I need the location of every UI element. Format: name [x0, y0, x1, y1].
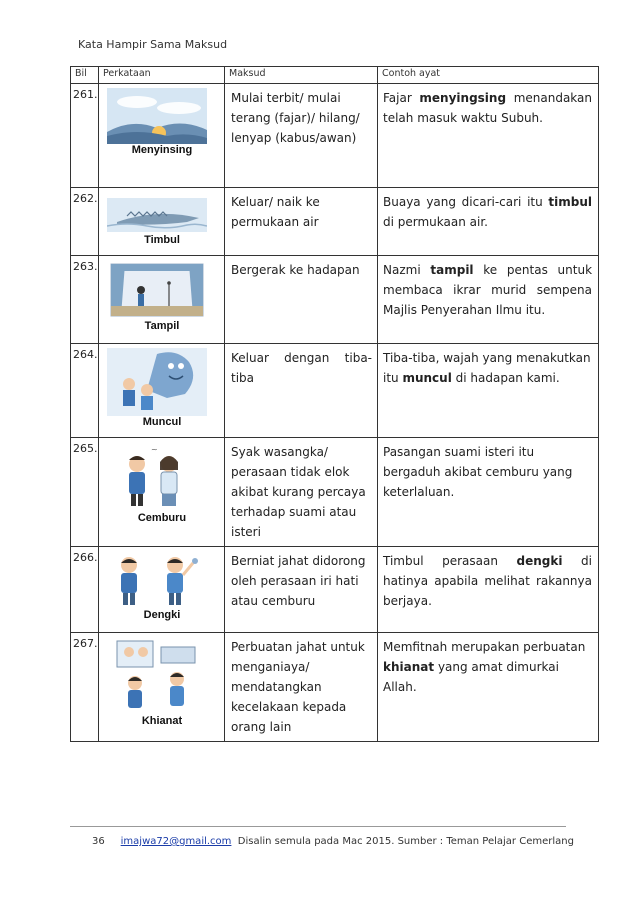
word-caption: Menyinsing [131, 144, 193, 156]
column-header-maksud: Maksud [225, 67, 378, 84]
table-row [71, 188, 599, 256]
meaning-cell: Mulai terbit/ mulai terang (fajar)/ hilang/ lenyap (kabus/awan) [225, 84, 378, 188]
keyword: khianat [383, 660, 435, 674]
page-footer [92, 836, 574, 847]
table-row [71, 547, 599, 633]
table-header-row [71, 67, 599, 84]
table-row [71, 344, 599, 438]
vocabulary-table [70, 66, 599, 742]
example-cell: Memfitnah merupakan perbuatan khianat yang amat dimurkai Allah. [378, 633, 599, 742]
keyword: muncul [402, 371, 452, 385]
meaning-cell: Syak wasangka/ perasaan tidak elok akibat kurang percaya terhadap suami atau isteri [225, 438, 378, 547]
envy-illustration [107, 551, 207, 607]
meaning-cell: Berniat jahat didorong oleh perasaan iri hati atau cemburu [225, 547, 378, 633]
word-cell [99, 256, 225, 344]
word-caption: Muncul [142, 416, 182, 428]
example-cell: Tiba-tiba, wajah yang menakutkan itu muncul di hadapan kami. [378, 344, 599, 438]
footer-divider [70, 826, 566, 827]
example-cell: Fajar menyingsing menandakan telah masuk waktu Subuh. [378, 84, 599, 188]
row-number: 265. [71, 438, 99, 547]
example-cell: Nazmi tampil ke pentas untuk membaca ikrar murid sempena Majlis Penyerahan Ilmu itu. [378, 256, 599, 344]
table-row [71, 84, 599, 188]
table-row [71, 256, 599, 344]
column-header-perkataan: Perkataan [99, 67, 225, 84]
footer-source-note: Disalin semula pada Mac 2015. Sumber : Teman Pelajar Cemerlang [237, 836, 574, 847]
keyword: menyingsing [419, 91, 507, 105]
row-number: 267. [71, 633, 99, 742]
word-cell [99, 633, 225, 742]
word-cell [99, 438, 225, 547]
svg-text:~: ~ [151, 445, 158, 454]
row-number: 263. [71, 256, 99, 344]
page-header-title: Kata Hampir Sama Maksud [78, 38, 228, 51]
word-cell [99, 344, 225, 438]
example-cell: Pasangan suami isteri itu bergaduh akibat cemburu yang keterlaluan. [378, 438, 599, 547]
row-number: 262. [71, 188, 99, 256]
meaning-cell: Bergerak ke hadapan [225, 256, 378, 344]
word-caption: Dengki [143, 609, 181, 621]
row-number: 266. [71, 547, 99, 633]
meaning-cell: Keluar dengan tiba-tiba [225, 344, 378, 438]
word-cell [99, 84, 225, 188]
table-row [71, 633, 599, 742]
word-caption: Khianat [141, 715, 183, 727]
footer-email-link[interactable]: imajwa72@gmail.com [120, 836, 232, 847]
column-header-contoh-ayat: Contoh ayat [378, 67, 599, 84]
word-cell [99, 188, 225, 256]
row-number: 261. [71, 84, 99, 188]
meaning-cell: Keluar/ naik ke permukaan air [225, 188, 378, 256]
keyword: timbul [548, 195, 592, 209]
word-caption: Tampil [144, 320, 180, 332]
keyword: dengki [516, 554, 563, 568]
table-row [71, 438, 599, 547]
jealous-couple-illustration [107, 442, 207, 510]
example-cell: Buaya yang dicari-cari itu timbul di permukaan air. [378, 188, 599, 256]
monster-illustration [107, 348, 207, 416]
betrayal-illustration [107, 637, 207, 715]
crocodile-illustration [107, 192, 207, 236]
row-number: 264. [71, 344, 99, 438]
stage-illustration [107, 260, 207, 320]
word-caption: Timbul [144, 234, 180, 246]
word-caption: Cemburu [137, 512, 187, 524]
word-cell [99, 547, 225, 633]
meaning-cell: Perbuatan jahat untuk menganiaya/ mendatangkan kecelakaan kepada orang lain [225, 633, 378, 742]
column-header-bil: Bil [71, 67, 99, 84]
example-cell: Timbul perasaan dengki di hatinya apabila melihat rakannya berjaya. [378, 547, 599, 633]
page-number: 36 [92, 836, 105, 847]
keyword: tampil [430, 263, 474, 277]
